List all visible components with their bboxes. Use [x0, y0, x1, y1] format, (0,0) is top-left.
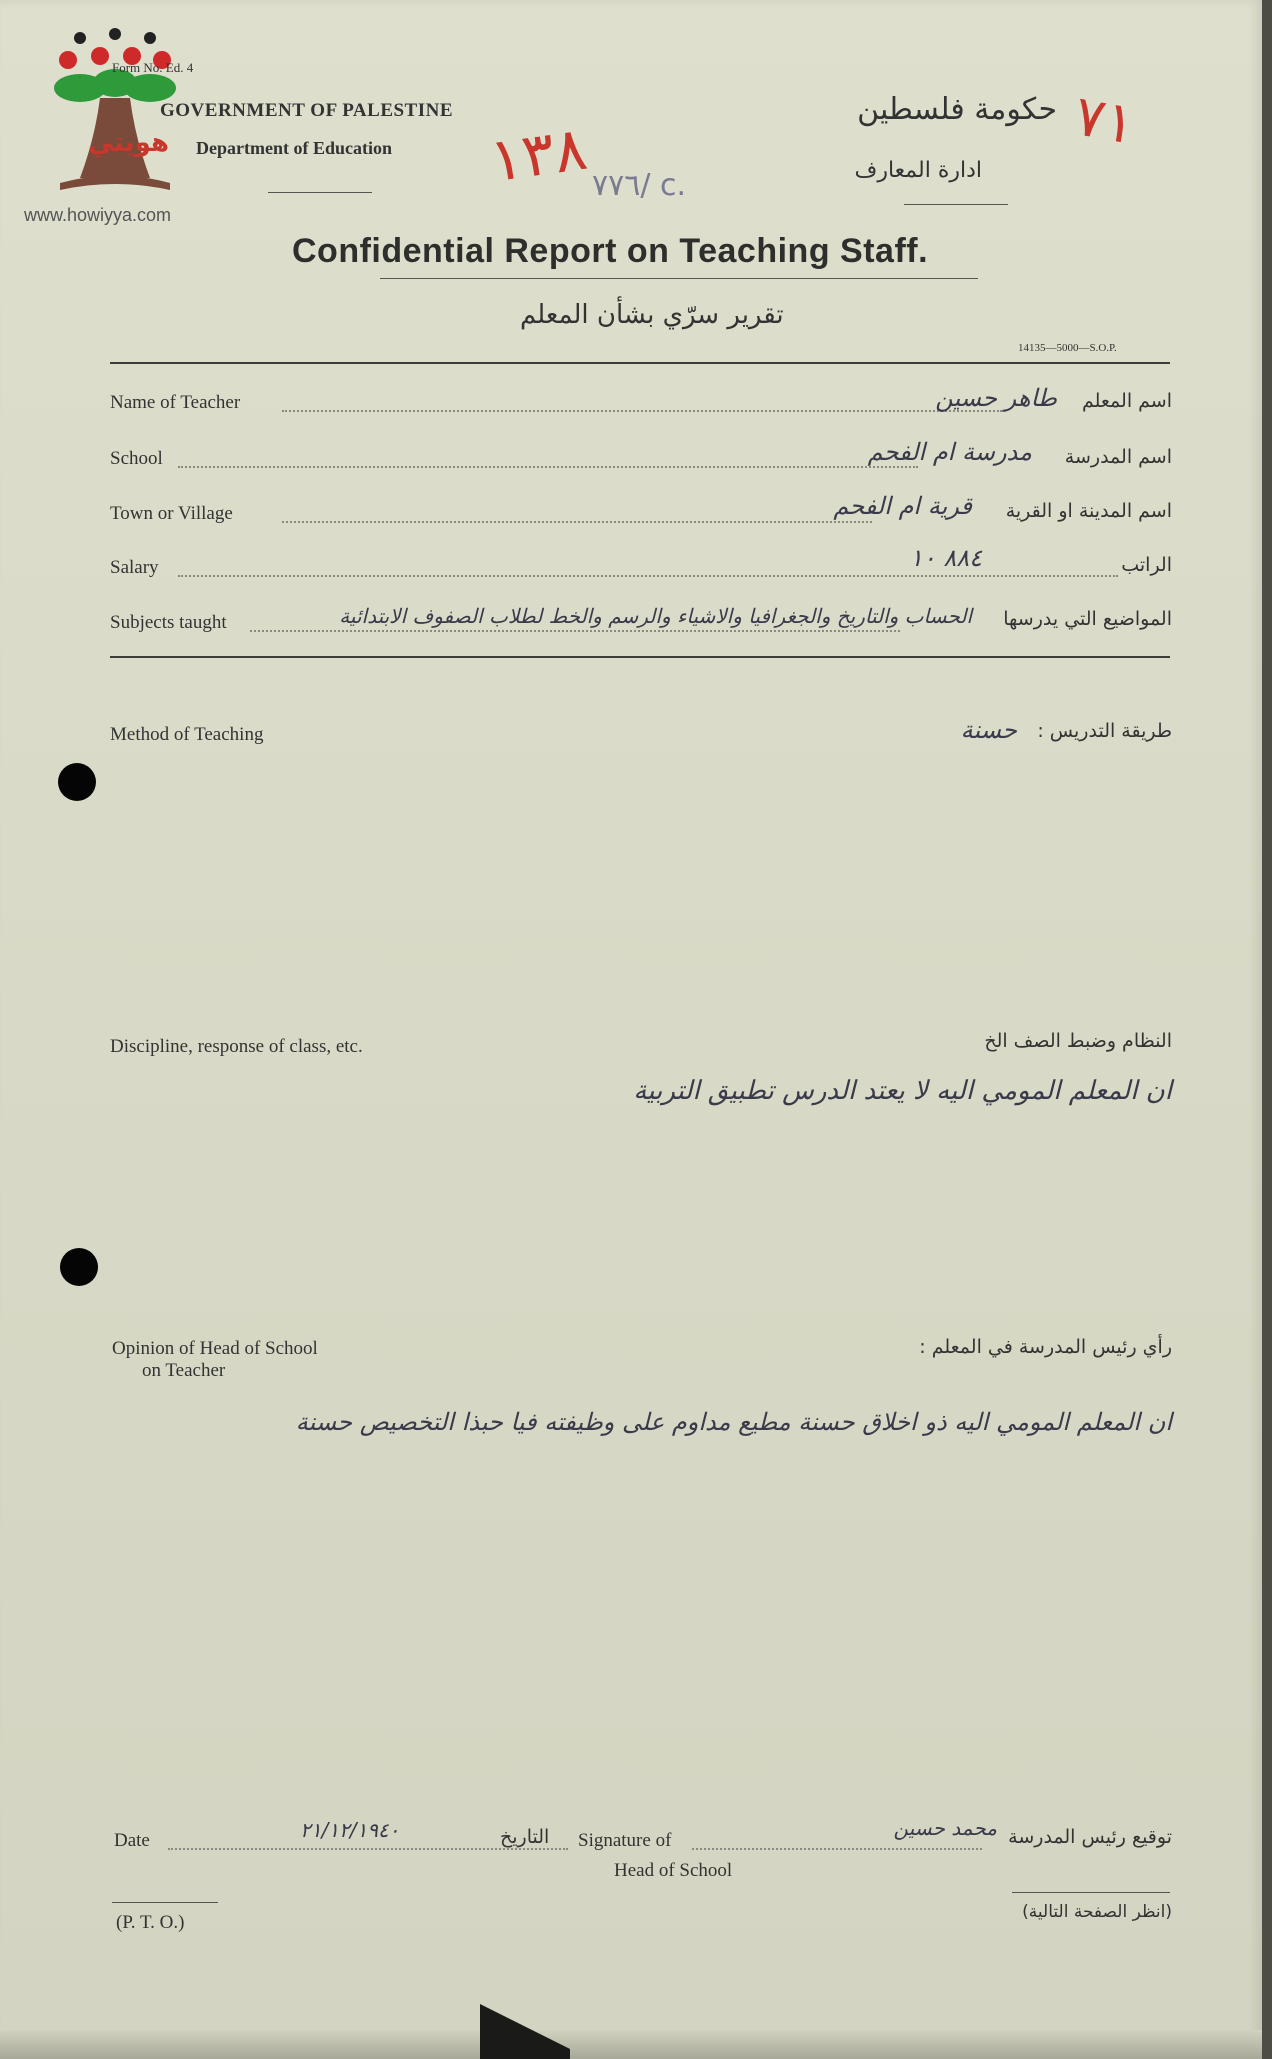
- logo-text: هويتي: [88, 128, 170, 158]
- department-name-ar: ادارة المعارف: [854, 158, 982, 183]
- label-opinion-line1: Opinion of Head of School: [112, 1338, 318, 1359]
- value-discipline: ان المعلم المومي اليه لا يعتد الدرس تطبيق التربية: [633, 1076, 1172, 1106]
- value-date: ٢١/١٢/١٩٤٠: [300, 1818, 400, 1842]
- label-town-or-village-ar: اسم المدينة او القرية: [1005, 500, 1172, 522]
- label-method-of-teaching: Method of Teaching: [110, 724, 264, 745]
- government-name-en: GOVERNMENT OF PALESTINE: [160, 100, 454, 121]
- fields-bottom-rule: [110, 656, 1170, 658]
- value-method-of-teaching: حسنة: [960, 716, 1017, 744]
- pto-en: (P. T. O.): [116, 1912, 185, 1933]
- value-school: مدرسة ام الفحم: [867, 438, 1032, 466]
- label-discipline-ar: النظام وضبط الصف الخ: [984, 1030, 1172, 1052]
- label-school: School: [110, 448, 163, 469]
- header-rule-left: [268, 192, 372, 193]
- label-name-of-teacher-ar: اسم المعلم: [1081, 390, 1172, 412]
- label-opinion-line2: on Teacher: [142, 1360, 226, 1381]
- form-number: Form No. Ed. 4: [112, 60, 194, 75]
- header-rule-right: [904, 204, 1008, 205]
- value-name-of-teacher: طاهر حسين: [935, 384, 1057, 412]
- red-number-left: ١٣٨: [485, 113, 592, 197]
- label-name-of-teacher: Name of Teacher: [110, 392, 241, 413]
- pto-rule-left: [112, 1902, 218, 1903]
- government-name-ar: حكومة فلسطين: [857, 92, 1057, 127]
- dotted-line: [168, 1848, 568, 1850]
- torn-corner-icon: [480, 2004, 570, 2059]
- print-code: 14135—5000—S.O.P.: [1018, 342, 1117, 354]
- label-subjects-taught-ar: المواضيع التي يدرسها: [1003, 608, 1172, 630]
- watermark-url: www.howiyya.com: [24, 205, 172, 225]
- value-opinion: ان المعلم المومي اليه ذو اخلاق حسنة مطيع مداوم على وظيفته فيا حبذا التخصيص حسنة: [295, 1408, 1172, 1436]
- pto-ar: (انظر الصفحة التالية): [1022, 1902, 1172, 1922]
- value-town-or-village: قرية ام الفحم: [833, 492, 972, 520]
- dotted-line: [282, 410, 1002, 412]
- title-underline: [380, 278, 978, 279]
- label-method-of-teaching-ar: طريقة التدريس :: [1037, 720, 1172, 742]
- report-title-en: Confidential Report on Teaching Staff.: [292, 232, 929, 270]
- label-subjects-taught: Subjects taught: [110, 612, 227, 633]
- report-title-ar: تقرير سرّي بشأن المعلم: [520, 300, 784, 330]
- label-town-or-village: Town or Village: [110, 503, 233, 524]
- label-salary-ar: الراتب: [1121, 554, 1172, 576]
- label-school-ar: اسم المدرسة: [1064, 446, 1172, 468]
- dotted-line: [178, 466, 918, 468]
- dotted-line: [250, 630, 900, 632]
- scan-bottom-edge: [0, 2030, 1262, 2059]
- label-signature: Signature of: [578, 1830, 672, 1851]
- top-rule: [110, 362, 1170, 364]
- label-opinion-ar: رأي رئيس المدرسة في المعلم :: [919, 1336, 1172, 1358]
- red-number-right: ٧١: [1069, 83, 1141, 158]
- label-salary: Salary: [110, 557, 159, 578]
- pto-rule-right: [1012, 1892, 1170, 1893]
- punch-hole-top: [58, 763, 96, 801]
- value-subjects-taught: الحساب والتاريخ والجغرافيا والاشياء والرسم والخط لطلاب الصفوف الابتدائية: [339, 604, 972, 628]
- dotted-line: [178, 575, 1118, 577]
- label-signature-line2: Head of School: [614, 1860, 733, 1881]
- dotted-line: [282, 521, 872, 523]
- label-discipline: Discipline, response of class, etc.: [110, 1036, 363, 1057]
- label-signature-ar: توقيع رئيس المدرسة: [1008, 1826, 1172, 1848]
- reference-number: ٧٧٦/ c.: [592, 168, 687, 203]
- value-salary: ٨٨٤ ١٠: [909, 544, 982, 572]
- label-date: Date: [114, 1830, 150, 1851]
- page-edge: [1262, 0, 1272, 2059]
- value-signature: محمد حسين: [893, 1816, 997, 1840]
- dotted-line: [692, 1848, 982, 1850]
- punch-hole-bottom: [60, 1248, 98, 1286]
- department-name-en: Department of Education: [196, 138, 392, 158]
- label-date-ar: التاريخ: [500, 1826, 550, 1848]
